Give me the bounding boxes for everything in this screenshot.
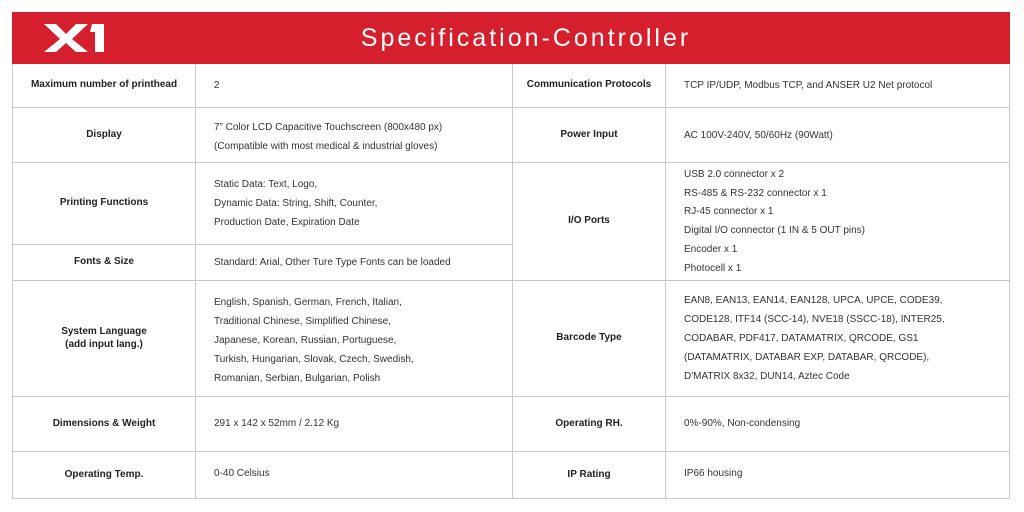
label-system-language: System Language (add input lang.) (13, 281, 196, 397)
value-operating-rh: 0%-90%, Non-condensing (666, 397, 1009, 452)
value-communication-protocols: TCP IP/UDP, Modbus TCP, and ANSER U2 Net protocol (666, 64, 1009, 108)
value-fonts-size: Standard: Arial, Other Ture Type Fonts can be loaded (196, 245, 513, 281)
value-max-printhead: 2 (196, 64, 513, 108)
label-operating-temp: Operating Temp. (13, 452, 196, 498)
value-ip-rating: IP66 housing (684, 468, 743, 479)
label-operating-rh: Operating RH. (513, 397, 666, 452)
label-fonts-size: Fonts & Size (13, 245, 196, 281)
label-printing-functions: Printing Functions (13, 163, 196, 245)
label-max-printhead: Maximum number of printhead (13, 64, 196, 108)
page-title: Specification-Controller (360, 24, 692, 52)
value-io-ports: USB 2.0 connector x 2 RS-485 & RS-232 connector x 1 RJ-45 connector x 1 Digital I/O connector (1 IN & 5 OUT pins) Encoder x 1 Photocell x 1 (666, 163, 1009, 281)
value-dimensions-weight: 291 x 142 x 52mm / 2.12 Kg (196, 397, 513, 452)
label-ip-rating: IP Rating (513, 452, 666, 498)
label-power-input: Power Input (513, 108, 666, 163)
spec-table (12, 64, 1010, 499)
label-barcode-type: Barcode Type (513, 281, 666, 397)
label-dimensions-weight: Dimensions & Weight (13, 397, 196, 452)
value-system-language: English, Spanish, German, French, Italian, Traditional Chinese, Simplified Chinese, Japanese, Korean, Russian, Portuguese, Turkish, Hungarian, Slovak, Czech, Swedish, Romanian, Serbian, Bulgarian, Polish (196, 281, 513, 397)
label-io-ports: I/O Ports (513, 163, 666, 281)
value-printing-functions: Static Data: Text, Logo, Dynamic Data: String, Shift, Counter, Production Date, Expiration Date (196, 163, 513, 245)
label-display: Display (13, 108, 196, 163)
value-display: 7” Color LCD Capacitive Touchscreen (800x480 px) (Compatible with most medical & industrial gloves) (196, 108, 513, 163)
label-communication-protocols: Communication Protocols (513, 64, 666, 108)
value-power-input: AC 100V-240V, 50/60Hz (90Watt) (666, 108, 1009, 163)
value-barcode-type: EAN8, EAN13, EAN14, EAN128, UPCA, UPCE, CODE39, CODE128, ITF14 (SCC-14), NVE18 (SSCC-18), INTER25, CODABAR, PDF417, DATAMATRIX, QRCODE, GS1 (DATAMATRIX, DATABAR EXP, DATABAR, QRCODE), D'MATRIX 8x32, DUN14, Aztec Code (666, 281, 1009, 397)
value-operating-temp: 0-40 Celsius (196, 452, 513, 498)
header-banner (12, 12, 1010, 64)
